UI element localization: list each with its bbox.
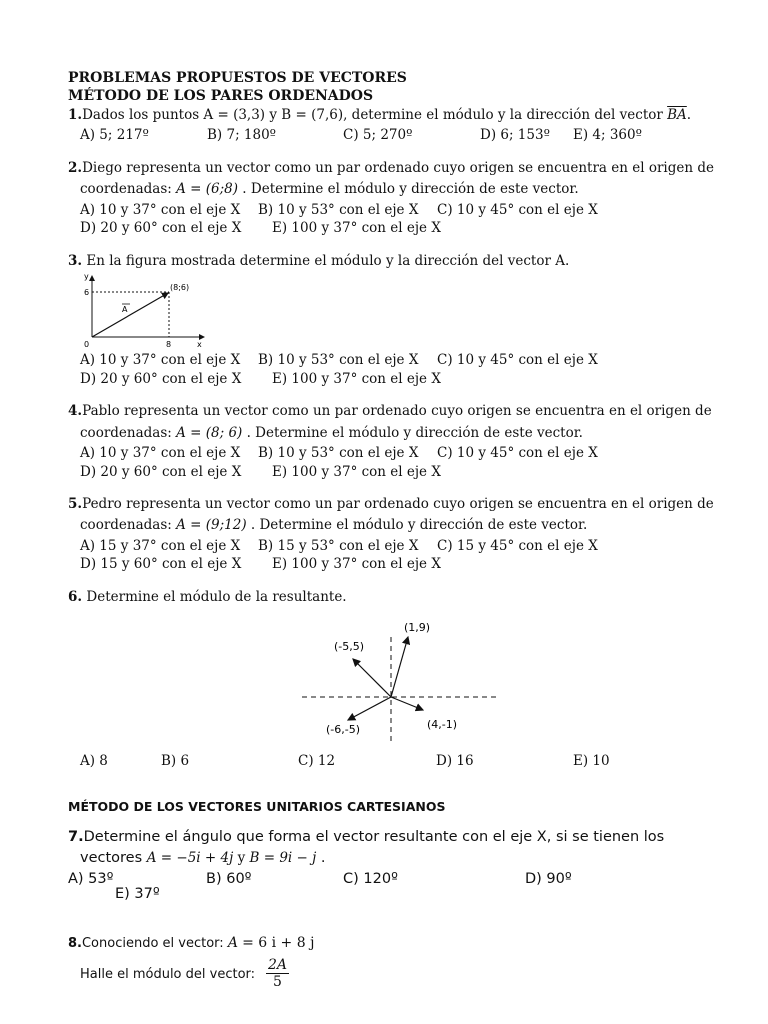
option-a[interactable]: A) 53º (68, 871, 114, 887)
vector-a-equation: A = −5i + 4j (146, 850, 234, 866)
question-8 (68, 935, 314, 951)
vector-equation: A = (8; 6) (176, 425, 243, 441)
point-label: (8;6) (170, 283, 190, 292)
fraction-2a-over-5 (266, 957, 289, 990)
question-4-line2 (80, 425, 583, 441)
option-a[interactable]: A) 10 y 37° con el eje X (80, 202, 241, 218)
vector-4-neg1-arrow (391, 697, 423, 710)
question-7 (68, 829, 664, 845)
q3-vector-figure (76, 270, 216, 350)
option-d[interactable]: D) 20 y 60° con el eje X (80, 220, 242, 236)
vector-a-symbol: A (227, 935, 238, 951)
text: . Determine el módulo y dirección de este vector. (238, 181, 579, 197)
label-4-neg1: (4,-1) (427, 718, 458, 731)
question-2-line2 (80, 181, 579, 197)
y-axis-label: y (84, 272, 89, 281)
label: coordenadas: (80, 181, 177, 197)
question-5 (68, 496, 714, 512)
option-d[interactable]: D) 20 y 60° con el eje X (80, 371, 242, 387)
option-c[interactable]: C) 120º (343, 871, 398, 887)
option-b[interactable]: B) 15 y 53° con el eje X (258, 538, 419, 554)
option-e[interactable]: E) 100 y 37° con el eje X (272, 371, 441, 387)
option-c[interactable]: C) 12 (298, 753, 336, 769)
document-title: PROBLEMAS PROPUESTOS DE VECTORES (68, 70, 407, 86)
question-1 (68, 107, 691, 123)
option-c[interactable]: C) 10 y 45° con el eje X (437, 202, 598, 218)
option-e[interactable]: E) 100 y 37° con el eje X (272, 556, 441, 572)
option-a[interactable]: A) 10 y 37° con el eje X (80, 445, 241, 461)
option-c[interactable]: C) 15 y 45° con el eje X (437, 538, 598, 554)
option-b[interactable]: B) 10 y 53° con el eje X (258, 445, 419, 461)
option-d[interactable]: D) 16 (436, 753, 474, 769)
question-number: 7. (68, 829, 84, 845)
option-e[interactable]: E) 100 y 37° con el eje X (272, 464, 441, 480)
option-e[interactable]: E) 37º (115, 886, 160, 902)
question-4 (68, 403, 712, 419)
option-b[interactable]: B) 10 y 53° con el eje X (258, 202, 419, 218)
vector-label: A (122, 305, 128, 314)
question-8-line2 (80, 967, 255, 982)
option-c[interactable]: C) 10 y 45° con el eje X (437, 352, 598, 368)
y-tick-label: 6 (84, 288, 90, 297)
vector-b-equation: B = 9i − j (249, 850, 317, 866)
option-c[interactable]: C) 5; 270º (343, 127, 413, 143)
question-3 (68, 253, 569, 269)
vector-1-9-arrow (391, 637, 408, 697)
vector-equation: A = (6;8) (176, 181, 239, 197)
period: . (316, 850, 326, 866)
label: vectores (80, 850, 147, 866)
conjunction: y (233, 850, 250, 866)
option-e[interactable]: E) 100 y 37° con el eje X (272, 220, 441, 236)
section-title-ordered-pairs: MÉTODO DE LOS PARES ORDENADOS (68, 88, 374, 104)
fraction-denominator: 5 (273, 974, 282, 990)
option-a[interactable]: A) 8 (80, 753, 108, 769)
option-e[interactable]: E) 4; 360º (573, 127, 642, 143)
option-d[interactable]: D) 20 y 60° con el eje X (80, 464, 242, 480)
option-a[interactable]: A) 15 y 37° con el eje X (80, 538, 241, 554)
label: coordenadas: (80, 517, 177, 533)
vector-a-equation: = 6 i + 8 j (242, 935, 315, 951)
question-number: 5. (68, 496, 83, 512)
q6-vector-figure (296, 612, 506, 746)
period: . (686, 107, 692, 123)
text: . Determine el módulo y dirección de este vector. (246, 517, 588, 533)
question-text: En la figura mostrada determine el módulo y la dirección del vector A. (86, 253, 570, 269)
question-number: 1. (68, 107, 83, 123)
option-d[interactable]: D) 90º (525, 871, 572, 887)
option-b[interactable]: B) 10 y 53° con el eje X (258, 352, 419, 368)
x-axis-label: x (197, 340, 202, 349)
vector-ba: $\overline{BA}$ (667, 107, 687, 123)
option-a[interactable]: A) 10 y 37° con el eje X (80, 352, 241, 368)
question-7-line2 (80, 850, 326, 866)
question-2 (68, 160, 714, 176)
option-b[interactable]: B) 6 (161, 753, 190, 769)
fraction-numerator: 2A (268, 957, 288, 973)
question-number: 3. (68, 253, 83, 269)
question-text: Pablo representa un vector como un par ordenado cuyo origen se encuentra en el origen de (82, 403, 712, 419)
option-c[interactable]: C) 10 y 45° con el eje X (437, 445, 598, 461)
option-d[interactable]: D) 6; 153º (480, 127, 550, 143)
label-neg6-neg5: (-6,-5) (326, 723, 361, 736)
question-text: Dados los puntos A = (3,3) y B = (7,6), determine el módulo y la dirección del vector (82, 107, 668, 123)
vector-a-arrow (92, 293, 168, 337)
option-a[interactable]: A) 5; 217º (80, 127, 149, 143)
option-b[interactable]: B) 60º (206, 871, 252, 887)
question-5-line2 (80, 517, 587, 533)
option-e[interactable]: E) 10 (573, 753, 610, 769)
question-text: Diego representa un vector como un par ordenado cuyo origen se encuentra en el origen de (82, 160, 714, 176)
x-tick-label: 8 (166, 340, 172, 349)
label: coordenadas: (80, 425, 177, 441)
label-1-9: (1,9) (404, 621, 431, 634)
question-text: Halle el módulo del vector: (80, 967, 256, 982)
label-neg5-5: (-5,5) (334, 640, 365, 653)
option-b[interactable]: B) 7; 180º (207, 127, 277, 143)
origin-label: 0 (84, 340, 90, 349)
question-number: 4. (68, 403, 83, 419)
section-title-unit-vectors: MÉTODO DE LOS VECTORES UNITARIOS CARTESIANOS (68, 799, 446, 814)
question-text: Determine el módulo de la resultante. (86, 589, 347, 605)
question-text: Pedro representa un vector como un par ordenado cuyo origen se encuentra en el origen de (82, 496, 714, 512)
question-number: 2. (68, 160, 83, 176)
question-text: Conociendo el vector: (81, 936, 228, 951)
text: . Determine el módulo y dirección de este vector. (242, 425, 583, 441)
question-number: 8. (68, 936, 82, 951)
vector-equation: A = (9;12) (176, 517, 247, 533)
question-text: Determine el ángulo que forma el vector resultante con el eje X, si se tienen los (83, 829, 665, 845)
question-6 (68, 589, 347, 605)
vector-neg6-neg5-arrow (348, 697, 391, 720)
vector-neg5-5-arrow (353, 659, 391, 697)
option-d[interactable]: D) 15 y 60° con el eje X (80, 556, 242, 572)
question-number: 6. (68, 589, 83, 605)
